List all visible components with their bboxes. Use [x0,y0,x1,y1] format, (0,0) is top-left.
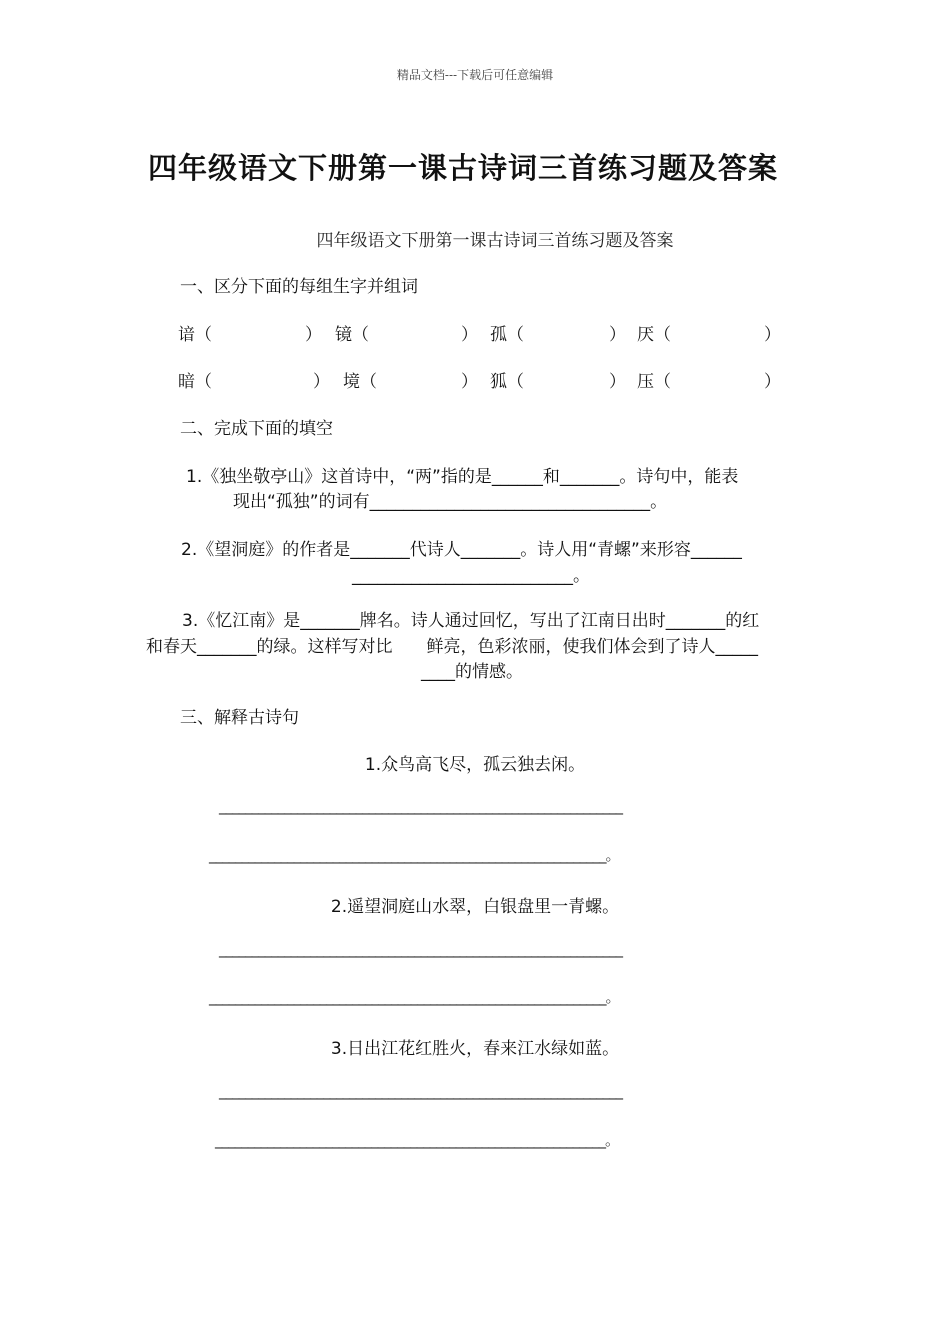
section-1-heading: 一、区分下面的每组生字并组词 [180,277,418,297]
answer-blank[interactable]: ______________________________________________________________ [219,940,622,958]
word-cell-close: ） [609,372,626,392]
word-cell-open: 孤（ [490,325,524,345]
word-cell-open: 压（ [637,372,671,392]
answer-blank[interactable]: _____________________________________________________________。 [209,846,620,864]
word-cell-open: 暗（ [178,372,212,392]
section-3-heading: 三、解释古诗句 [180,708,299,728]
word-cell-open: 镜（ [335,325,369,345]
poem-line-2: 2.遥望洞庭山水翠，白银盘里一青螺。 [330,897,620,917]
word-cell-close: ） [305,325,322,345]
word-cell-close: ） [609,325,626,345]
word-cell-open: 厌（ [637,325,671,345]
question-3-line-3: ____的情感。 [421,662,523,682]
poem-line-1: 1.众鸟高飞尽，孤云独去闲。 [364,755,586,775]
answer-blank[interactable]: _____________________________________________________________。 [209,988,620,1006]
question-3-line-2: 和春天_______的绿。这样写对比 鲜亮，色彩浓丽，使我们体会到了诗人_____ [146,637,758,657]
poem-line-3: 3.日出江花红胜火，春来江水绿如蓝。 [330,1039,620,1059]
word-cell-close: ） [764,325,781,345]
question-2-line-1: 2.《望洞庭》的作者是_______代诗人_______。诗人用“青螺”来形容______ [181,540,742,560]
question-1-line-1: 1.《独坐敬亭山》这首诗中，“两”指的是______和_______。诗句中，能表 [186,467,739,487]
word-cell-close: ） [461,325,478,345]
word-cell-open: 狐（ [490,372,524,392]
section-2-heading: 二、完成下面的填空 [180,419,333,439]
word-cell-open: 境（ [343,372,377,392]
word-cell-close: ） [313,372,330,392]
word-cell-close: ） [461,372,478,392]
header-note: 精品文档---下载后可任意编辑 [396,68,554,82]
question-2-line-2: __________________________。 [352,566,590,586]
word-cell-close: ） [764,372,781,392]
question-1-line-2: 现出“孤独”的词有_________________________________。 [233,492,668,512]
answer-blank[interactable]: ______________________________________________________________ [219,797,622,815]
answer-blank[interactable]: ____________________________________________________________。 [215,1131,620,1149]
page-subtitle: 四年级语文下册第一课古诗词三首练习题及答案 [316,231,674,251]
question-3-line-1: 3.《忆江南》是_______牌名。诗人通过回忆，写出了江南日出时_______的红 [182,611,760,631]
word-cell-open: 谙（ [178,325,212,345]
page-title: 四年级语文下册第一课古诗词三首练习题及答案 [147,151,778,185]
answer-blank[interactable]: ______________________________________________________________ [219,1082,622,1100]
